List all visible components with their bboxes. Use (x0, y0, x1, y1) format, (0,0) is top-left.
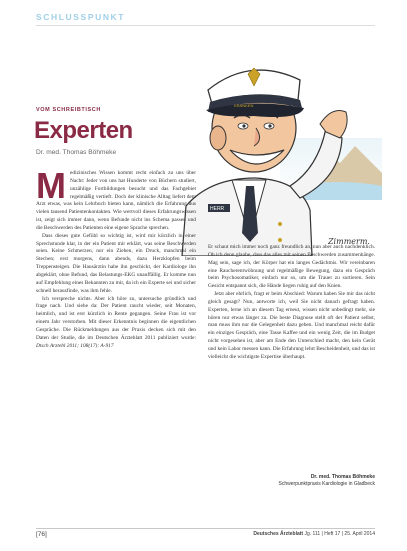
dropcap: M (36, 170, 66, 206)
cap-badge-text: KRANKEN (234, 103, 254, 108)
name-tag-text: HERR (210, 206, 225, 212)
signature-role: Schwerpunktpraxis Kardiologie in Gladbeck (278, 481, 375, 487)
body-column-left (36, 170, 196, 520)
artist-signature: Zimmerm. (328, 237, 370, 246)
button (278, 238, 282, 242)
paragraph: Jetzt aber ehrlich, fragt er beim Abschied: Warum haben Sie mir das nicht gleich gesagt? Nun, antworte ich, weil Sie nicht danach gefragt haben. Experten, lerne ich an diesem Tag erneut, wissen nicht unbedingt mehr, sie hören nur etwas länger zu. Die beste Diagnose stellt oft der Patient selbst, man muss ihm nur die Gelegenheit dazu geben. Und manchmal reicht dafür ein einziges Gespräch, eine Tasse Kaffee und ein wenig Zeit, die im Budget nicht vorgesehen ist, aber am Ende den Unterschied macht, den kein Gerät und kein Labor messen kann. Die Erfahrung lehrt Bescheidenheit, und das ist vielleicht die wichtigste Expertise überhaupt. (208, 291, 375, 360)
page-number: [76] (36, 531, 47, 538)
article-author: Dr. med. Thomas Böhmeke (36, 149, 117, 156)
body-column-right (208, 244, 375, 466)
ear (210, 126, 226, 150)
article-title: Experten (34, 117, 133, 144)
button (278, 222, 282, 226)
journal-name: Deutsches Ärzteblatt (253, 531, 304, 537)
paragraph: Er schaut mich immer noch ganz freundlich an, nun aber auch nachdenklich. Ob ich denn glaube, dass das alles mit seinen Beschwerden zusammenhänge. Mag sein, sage ich, der Körper hat ein langes Gedächtnis. Wir vereinbaren eine Raucherentwöhnung und regelmäßige Bewegung, dazu ein Gespräch beim Psychosomatiker, einfach nur so, um die Trauer zu sortieren. Sein Gesicht entspannt sich, die Hände liegen ruhig auf den Knien. (208, 244, 375, 290)
paragraph: Ich verspreche nichts. Aber ich höre zu, untersuche gründlich und frage nach. Und siehe da: Der Patient raucht wieder, seit Monaten, heimlich, und ist erst kürzlich in Rente gegangen. Seine Frau ist vor einem Jahr verstorben. Mit dieser Erkenntnis beginnen die eigentlichen Gespräche. Die Rückmeldungen aus der Praxis decken sich mit den Daten der Studie, die im Deutschen Ärzteblatt 2011 publiziert wurde: (36, 295, 196, 341)
top-divider (36, 25, 375, 26)
paragraph: edizinisches Wissen kommt recht einfach zu uns über Nacht: Jeder von uns hat Hunderte von Büchern studiert, unzählige Fortbildungen besucht und das Fachgebiet regelmäßig vertieft. Doch der klinische Alltag liefert dem Arzt etwas, was kein Lehrbuch bieten kann, nämlich die Erfahrung aus vielen tausend Patientenkontakten. Wie wertvoll dieses Erfahrungswissen ist, zeigt sich immer dann, wenn Befunde nicht ins Schema passen und die Beschwerden des Patienten eine eigene Sprache sprechen. (36, 170, 196, 231)
article-overline: VOM SCHREIBTISCH (36, 107, 101, 113)
author-signature (279, 474, 375, 488)
signature-name: Dr. med. Thomas Böhmeke (310, 474, 375, 480)
journal-issue: Jg. 111 | Heft 17 | 25. April 2014 (304, 531, 375, 537)
pupil (242, 124, 245, 127)
pupil (268, 124, 271, 127)
bottom-divider (36, 528, 375, 529)
journal-reference (253, 531, 375, 537)
citation: Dtsch Arztebl 2011; 108(17): A-917 (36, 342, 114, 349)
paragraph: Dass dieses gute Gefühl so wichtig ist, wird mir kürzlich in einer Sprechstunde klar, in der ein Patient mir erklärt, was seine Beschwerden seien. Keine Schmerzen, nur ein Ziehen, ein Druck, manchmal ein Stechen; erst morgens, dann abends, dazu Herzklopfen beim Treppensteigen. Die Hausärztin habe ihn geschickt, der Kardiologe ihn abgeklärt, ohne Befund, das Belastungs-EKG unauffällig. Er komme nun auf Empfehlung eines Bekannten zu mir, da ich ein Experte sei und sicher schnell herausfinde, was ihm fehle. (36, 232, 196, 294)
section-label: SCHLUSSPUNKT (36, 12, 126, 22)
